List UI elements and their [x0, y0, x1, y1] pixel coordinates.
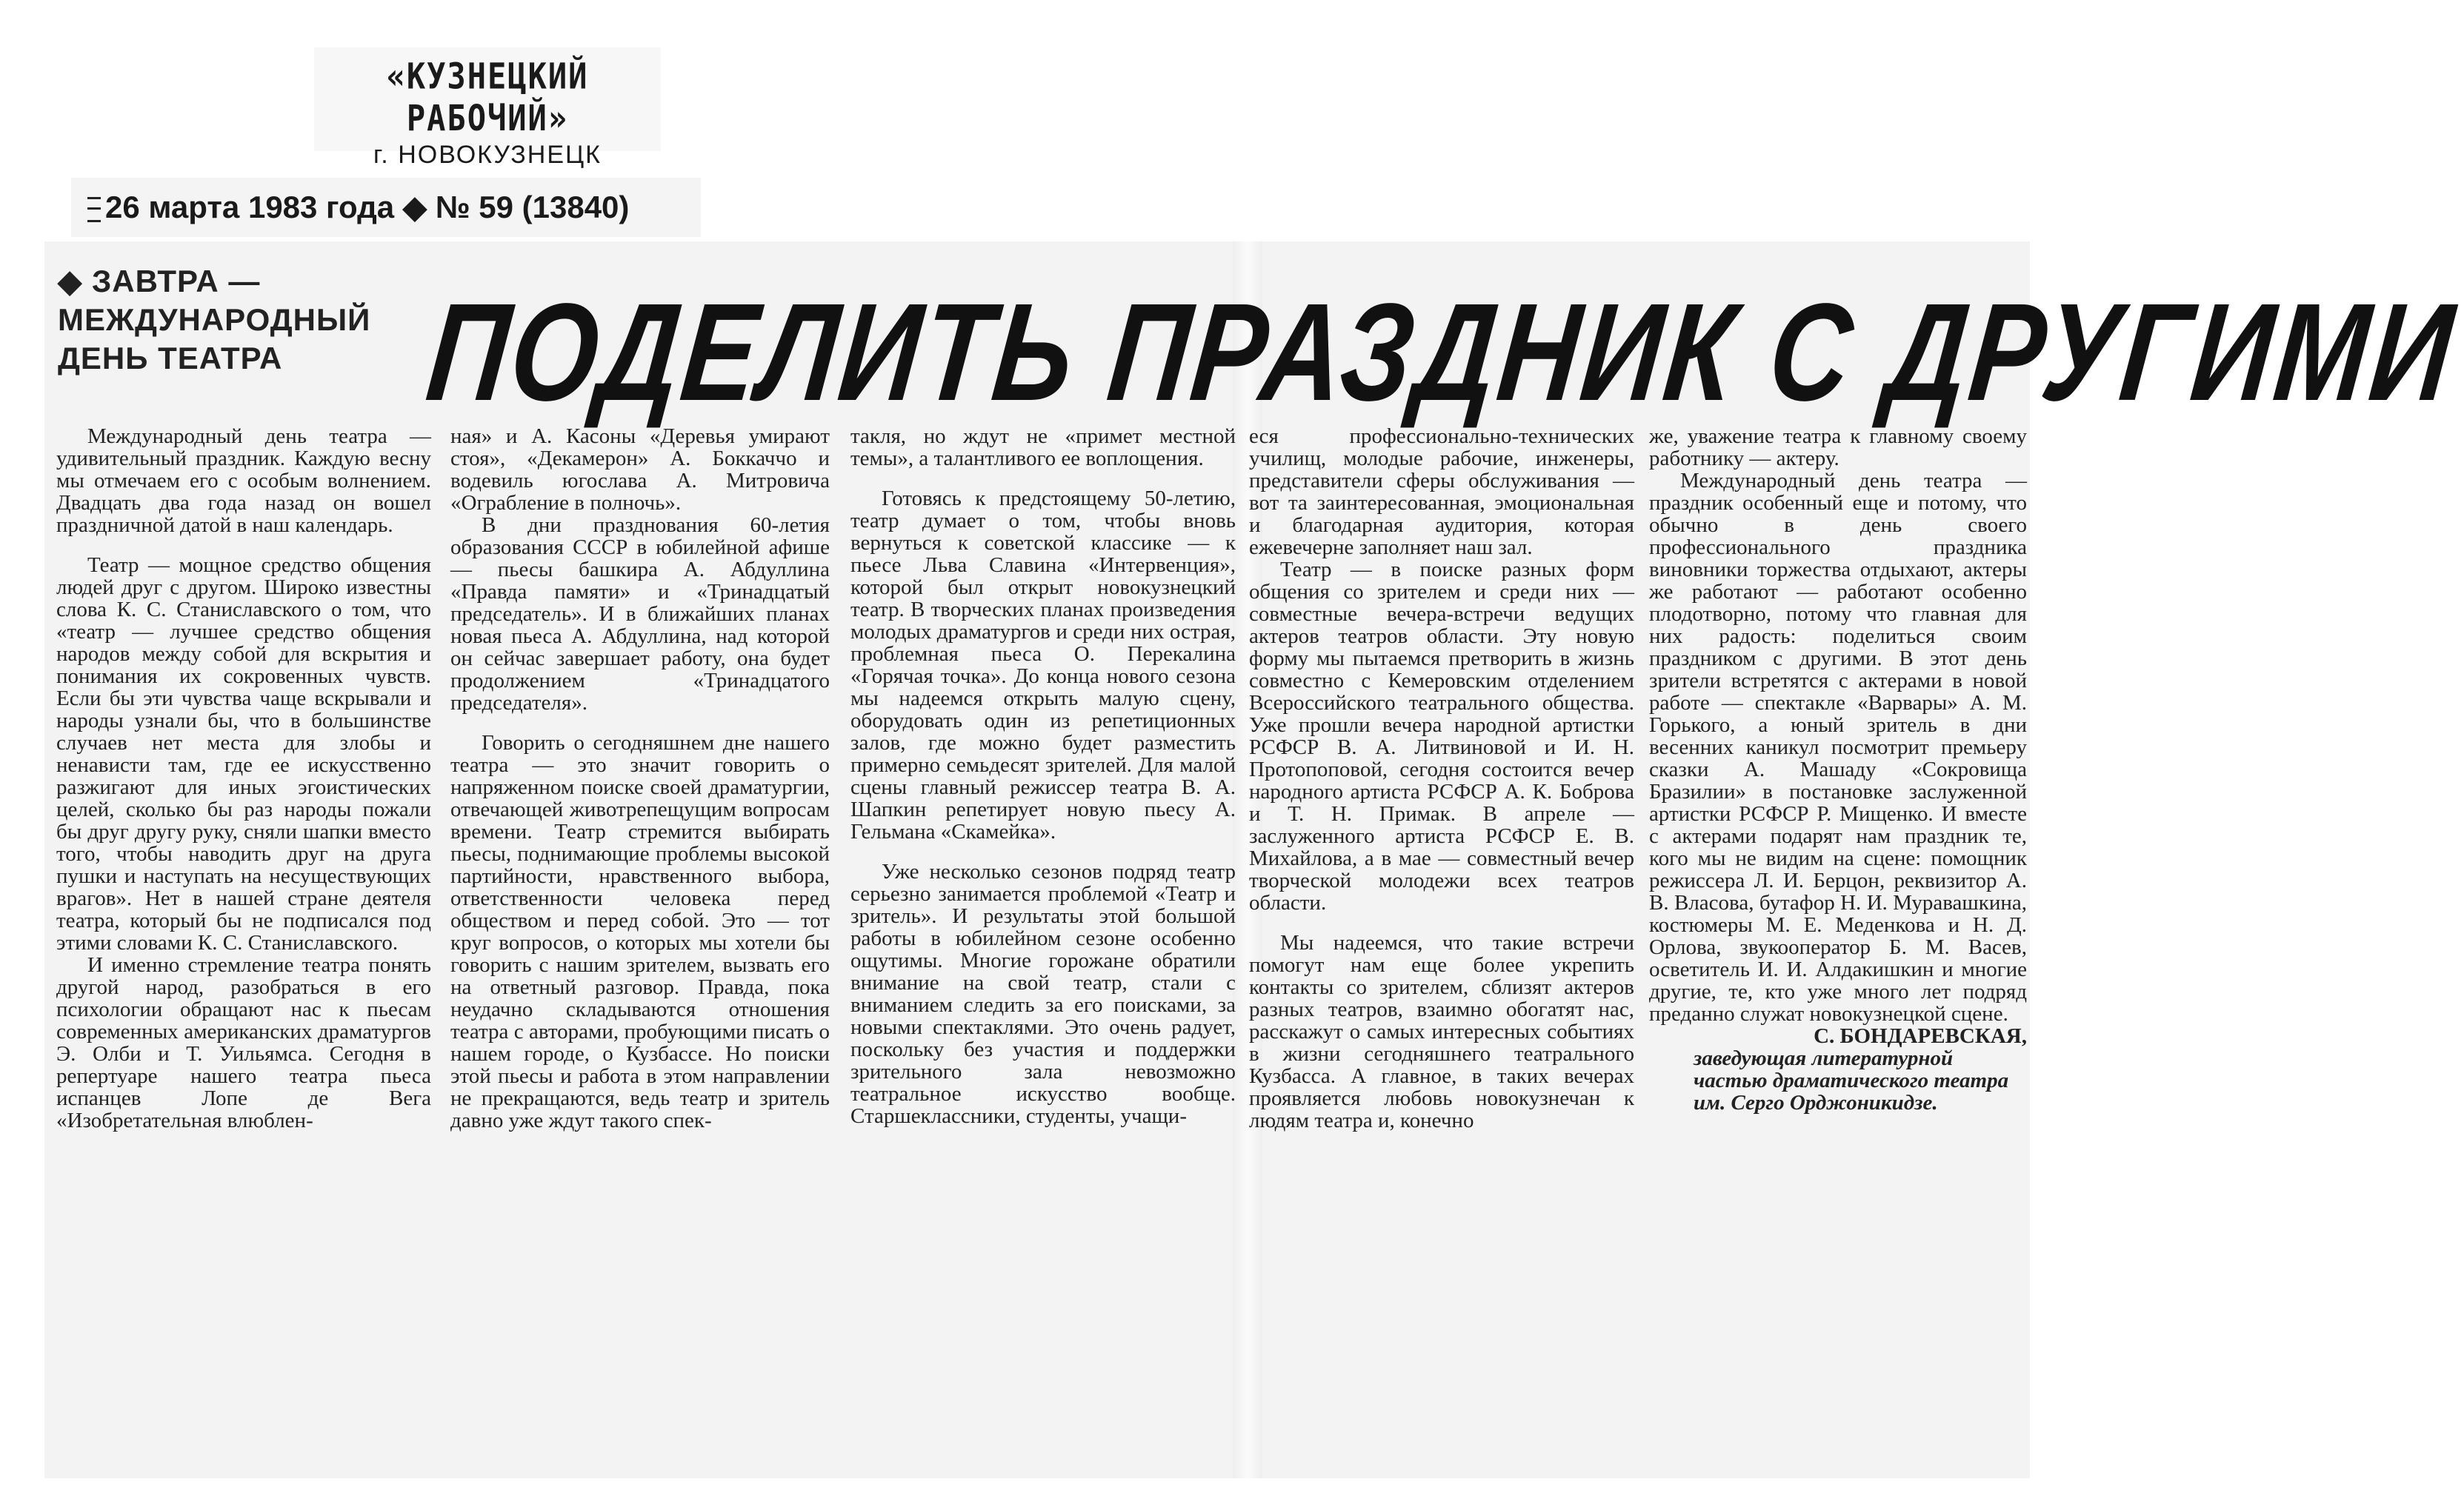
issue-date: 26 марта 1983 года ◆ № 59 (13840) [105, 190, 630, 224]
paragraph: еся профессионально-технических училищ, молодые рабочие, инженеры, представители сферы обслуживания — вот та заинтересованная, эмоциональная и благодарная аудитория, которая ежевечерне заполняет наш зал. [1249, 424, 1634, 559]
article-column-2 [450, 425, 830, 1462]
paragraph: Готовясь к предстоящему 50-летию, театр думает о том, чтобы вновь вернуться к советской классике — к пьесе Льва Славина «Интервенция», которой был открыт новокузнецкий театр. В творческих планах произведения молодых драматургов и среди них острая, проблемная пьеса О. Перекалина «Горячая точка». До конца нового сезона мы надеемся открыть малую сцену, оборудовать один из репетиционных залов, где можно будет разместить примерно семьдесят зрителей. Для малой сцены главный режиссер театра В. А. Шапкин репетирует новую пьесу А. Гельмана «Скамейка». [850, 487, 1236, 844]
paragraph: Театр — мощное средство общения людей друг с другом. Широко известны слова К. С. Станиславского о том, что «театр — лучшее средство общения народов между собой для вскрытия и понимания их сокровенных чувств. Если бы эти чувства чаще вскрывали и народы узнали бы, что в большинстве случаев нет места для злобы и ненависти там, где ее искусственно разжигают для иных эгоистических целей, сколько бы раз народы пожали бы друг другу руку, сняли шапки вместо того, чтобы наводить друг на друга пушки и наступать на несуществующих врагов». Нет в нашей стране деятеля театра, который бы не подписался под этими словами К. С. Станиславского. [56, 553, 431, 955]
author-position: заведующая литературной частью драматического театра им. Серго Орджоникидзе. [1694, 1046, 2009, 1115]
paragraph: И именно стремление театра понять другой народ, разобраться в его психологии обращают нас к пьесам современных американских драматургов Э. Олби и Т. Уильямса. Сегодня в репертуаре нашего театра пьеса испанцев Лопе де Вега «Изобретательная влюблен- [56, 953, 431, 1132]
article-column-3 [850, 425, 1236, 1462]
article-column-5 [1649, 425, 2027, 1462]
paragraph: В дни празднования 60-летия образования СССР в юбилейной афише — пьесы башкира А. Абдуллина «Правда памяти» и «Тринадцатый председатель». И в ближайших планах новая пьеса А. Абдуллина, над которой он сейчас завершает работу, она будет продолжением «Тринадцатого председателя». [450, 513, 830, 715]
newspaper-city: г. НОВОКУЗНЕЦК [373, 141, 602, 169]
article-headline: ПОДЕЛИТЬ ПРАЗДНИК С ДРУГИМИ [420, 274, 2463, 430]
paragraph: Мы надеемся, что такие встречи помогут нам еще более укрепить контакты со зрителем, сблизят актеров разных театров, взаимно обогатят нас, расскажут о самых интересных событиях в жизни сегодняшнего театрального Кузбасса. А главное, в таких вечерах проявляется любовь новокузнечан к людям театра и, конечно [1249, 931, 1634, 1132]
rule-icon [87, 197, 101, 222]
paragraph: Международный день театра — праздник особенный еще и потому, что обычно в день своего профессионального праздника виновники торжества отдыхают, актеры же работают — работают особенно плодотворно, потому что главная для них радость: поделиться своим праздником с другими. В этот день зрители встретятся с актерами в новой работе — спектакле «Варвары» А. М. Горького, а юный зритель в дни весенних каникул посмотрит премьеру сказки А. Машаду «Сокровища Бразилии» в постановке заслуженной артистки РСФСР Р. Мищенко. И вместе с актерами подарят нам праздник те, кого мы не видим на сцене: помощник режиссера Л. И. Берцон, реквизитор А. В. Власова, бутафор Н. И. Муравашкина, костюмеры М. Е. Меденкова и Н. Д. Орлова, звукооператор Б. М. Васев, осветитель И. И. Алдакишкин и многие другие, те, кто уже много лет подряд преданно служат новокузнецкой сцене. [1649, 469, 2027, 1026]
paragraph: Театр — в поиске разных форм общения со зрителем и среди них — совместные вечера-встречи ведущих актеров театров области. Эту новую форму мы пытаемся претворить в жизнь совместно с Кемеровским отделением Всероссийского театрального общества. Уже прошли вечера народной артистки РСФСР В. А. Литвиновой и И. Н. Протопоповой, сегодня состоится вечер народного артиста РСФСР А. К. Боброва и Т. Н. Примак. В апреле — заслуженного артиста РСФСР Е. В. Михайлова, а в мае — совместный вечер творческой молодежи всех театров области. [1249, 558, 1634, 915]
article-column-4 [1249, 425, 1634, 1462]
paragraph: же, уважение театра к главному своему работнику — актеру. [1649, 424, 2027, 470]
paragraph: такля, но ждут не «примет местной темы», а талантливого ее воплощения. [850, 424, 1236, 470]
paragraph: Международный день театра — удивительный праздник. Каждую весну мы отмечаем его с особым волнением. Двадцать два года назад он вошел праздничной датой в наш календарь. [56, 424, 431, 537]
author-signature: С. БОНДАРЕВСКАЯ, [1814, 1024, 2027, 1048]
paragraph: Говорить о сегодняшнем дне нашего театра — это значит говорить о напряженном поиске своей драматургии, отвечающей животрепещущим вопросам времени. Театр стремится выбирать пьесы, поднимающие проблемы высокой партийности, нравственного выбора, ответственности человека перед обществом и перед собой. Это — тот круг вопросов, о которых мы хотели бы говорить с нашим зрителем, вызвать его на ответный разговор. Правда, пока неудачно складываются отношения театра с авторами, пробующими писать о нашем городе, о Кузбассе. Но поиски этой пьесы и работа в этом направлении не прекращаются, ведь театр и зритель давно уже ждут такого спек- [450, 731, 830, 1132]
rubric-line: МЕЖДУНАРОДНЫЙ [58, 302, 371, 337]
paragraph: ная» и А. Касоны «Деревья умирают стоя», «Декамерон» А. Боккаччо и водевиль югослава А. Митровича «Ограбление в полночь». [450, 424, 830, 515]
rubric-line: ◆ ЗАВТРА — [58, 264, 261, 298]
newspaper-masthead [314, 47, 661, 169]
newspaper-name: «КУЗНЕЦКИЙ РАБОЧИЙ» [386, 55, 589, 139]
article-rubric [58, 262, 443, 378]
rubric-line: ДЕНЬ ТЕАТРА [58, 341, 283, 375]
issue-dateline [71, 178, 701, 237]
paragraph: Уже несколько сезонов подряд театр серьезно занимается проблемой «Театр и зритель». И результаты этой большой работы в юбилейном сезоне особенно ощутимы. Многие горожане обратили внимание на свой театр, стали с вниманием следить за его поисками, за новыми спектаклями. Это очень радует, поскольку без участия и поддержки зрительного зала невозможно театральное искусство вообще. Старшеклассники, студенты, учащи- [850, 860, 1236, 1128]
article-column-1 [56, 425, 431, 1462]
